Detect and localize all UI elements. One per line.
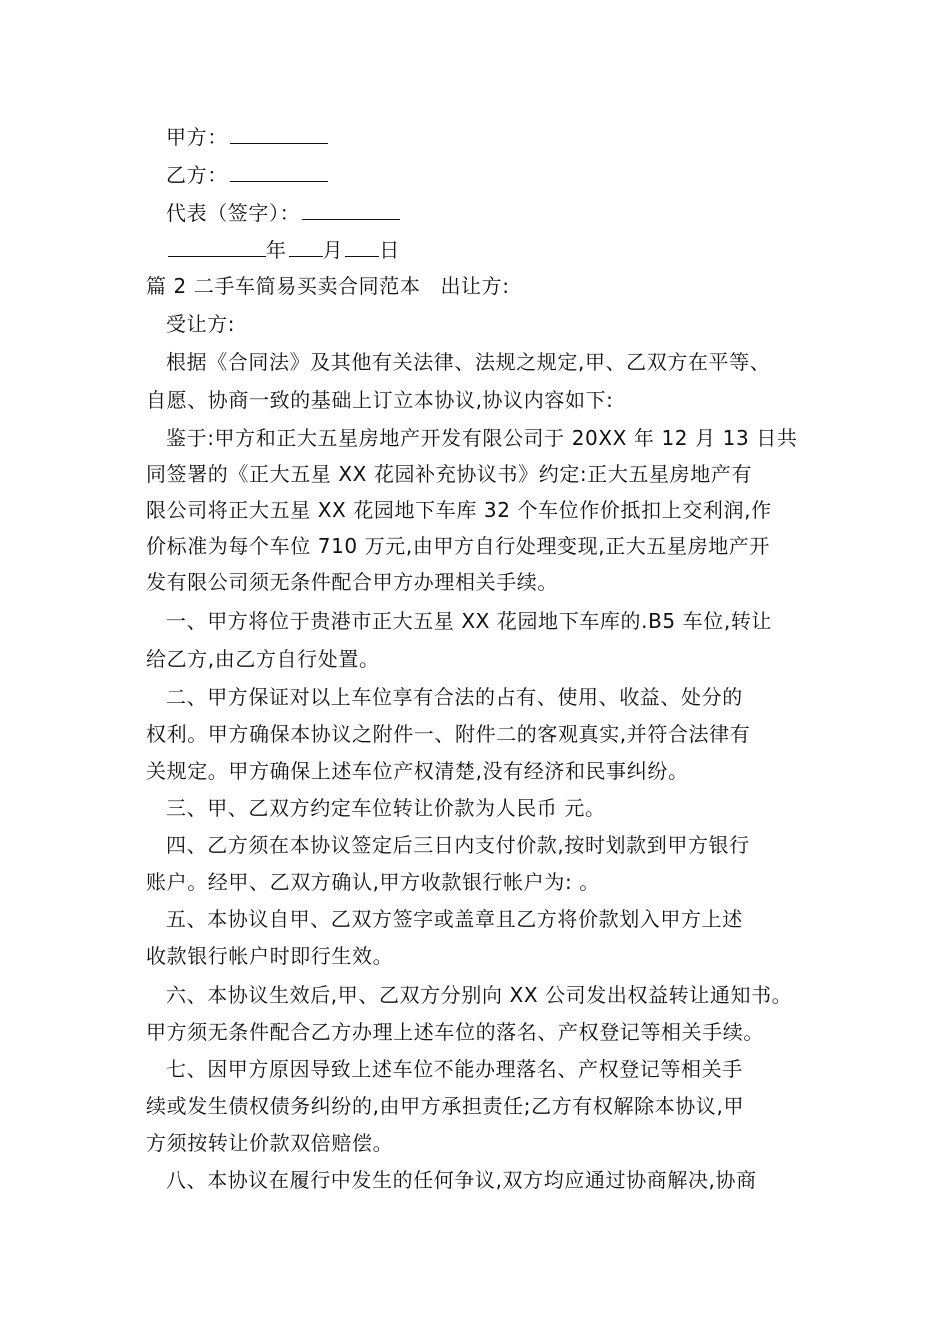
paragraph-line: 四、乙方须在本协议签定后三日内支付价款,按时划款到甲方银行 bbox=[166, 833, 750, 857]
paragraph-line: 同签署的《正大五星 XX 花园补充协议书》约定:正大五星房地产有 bbox=[146, 462, 753, 486]
year-blank bbox=[168, 234, 266, 257]
representative-blank bbox=[302, 197, 400, 220]
paragraph-line: 鉴于:甲方和正大五星房地产开发有限公司于 20XX 年 12 月 13 日共 bbox=[166, 426, 798, 450]
representative-label: 代表（签字）： bbox=[166, 201, 301, 225]
day-label: 日 bbox=[379, 238, 400, 262]
paragraph-line: 价标准为每个车位 710 万元,由甲方自行处理变现,正大五星房地产开 bbox=[146, 534, 771, 558]
paragraph-line: 关规定。甲方确保上述车位产权清楚,没有经济和民事纠纷。 bbox=[146, 759, 689, 783]
party-a-signature-line bbox=[146, 121, 866, 151]
party-b-blank bbox=[230, 159, 328, 182]
day-blank bbox=[345, 234, 379, 257]
party-a-blank bbox=[230, 121, 328, 144]
party-b-signature-line bbox=[146, 159, 866, 189]
paragraph-line: 七、因甲方原因导致上述车位不能办理落名、产权登记等相关手 bbox=[166, 1057, 743, 1081]
paragraph-line: 二、甲方保证对以上车位享有合法的占有、使用、收益、处分的 bbox=[166, 685, 743, 709]
paragraph-line: 收款银行帐户时即行生效。 bbox=[146, 944, 394, 968]
section-title: 篇 2 二手车简易买卖合同范本 bbox=[146, 274, 421, 298]
month-blank bbox=[289, 234, 323, 257]
party-a-label: 甲方： bbox=[166, 125, 228, 149]
transferor-label: 出让方: bbox=[440, 274, 510, 298]
transferee-label: 受让方: bbox=[166, 312, 236, 336]
section-heading-line bbox=[146, 272, 846, 300]
party-b-label: 乙方： bbox=[166, 163, 228, 187]
paragraph-line: 八、本协议在履行中发生的任何争议,双方均应通过协商解决,协商 bbox=[166, 1168, 757, 1192]
paragraph-line: 给乙方,由乙方自行处置。 bbox=[146, 647, 380, 671]
month-label: 月 bbox=[322, 238, 344, 262]
date-line bbox=[146, 234, 866, 264]
paragraph-line: 限公司将正大五星 XX 花园地下车库 32 个车位作价抵扣上交利润,作 bbox=[146, 498, 772, 522]
paragraph-line: 五、本协议自甲、乙双方签字或盖章且乙方将价款划入甲方上述 bbox=[166, 907, 743, 931]
representative-signature-line bbox=[146, 197, 866, 227]
paragraph-line: 甲方须无条件配合乙方办理上述车位的落名、产权登记等相关手续。 bbox=[146, 1020, 764, 1044]
paragraph-line: 六、本协议生效后,甲、乙双方分别向 XX 公司发出权益转让通知书。 bbox=[166, 983, 793, 1007]
paragraph-line: 续或发生债权债务纠纷的,由甲方承担责任;乙方有权解除本协议,甲 bbox=[146, 1094, 745, 1118]
paragraph-line: 账户。经甲、乙双方确认,甲方收款银行帐户为: 。 bbox=[146, 870, 600, 894]
year-label: 年 bbox=[266, 238, 287, 262]
paragraph-line: 根据《合同法》及其他有关法律、法规之规定,甲、乙双方在平等、 bbox=[166, 350, 771, 374]
transferee-line bbox=[146, 310, 866, 338]
paragraph-line: 发有限公司须无条件配合甲方办理相关手续。 bbox=[146, 570, 558, 594]
paragraph-line: 权利。甲方确保本协议之附件一、附件二的客观真实,并符合法律有 bbox=[146, 722, 751, 746]
paragraph-line: 三、甲、乙双方约定车位转让价款为人民币 元。 bbox=[166, 796, 606, 820]
paragraph-line: 自愿、协商一致的基础上订立本协议,协议内容如下: bbox=[146, 388, 614, 412]
paragraph-line: 方须按转让价款双倍赔偿。 bbox=[146, 1131, 394, 1155]
paragraph-line: 一、甲方将位于贵港市正大五星 XX 花园地下车库的.B5 车位,转让 bbox=[166, 609, 773, 633]
